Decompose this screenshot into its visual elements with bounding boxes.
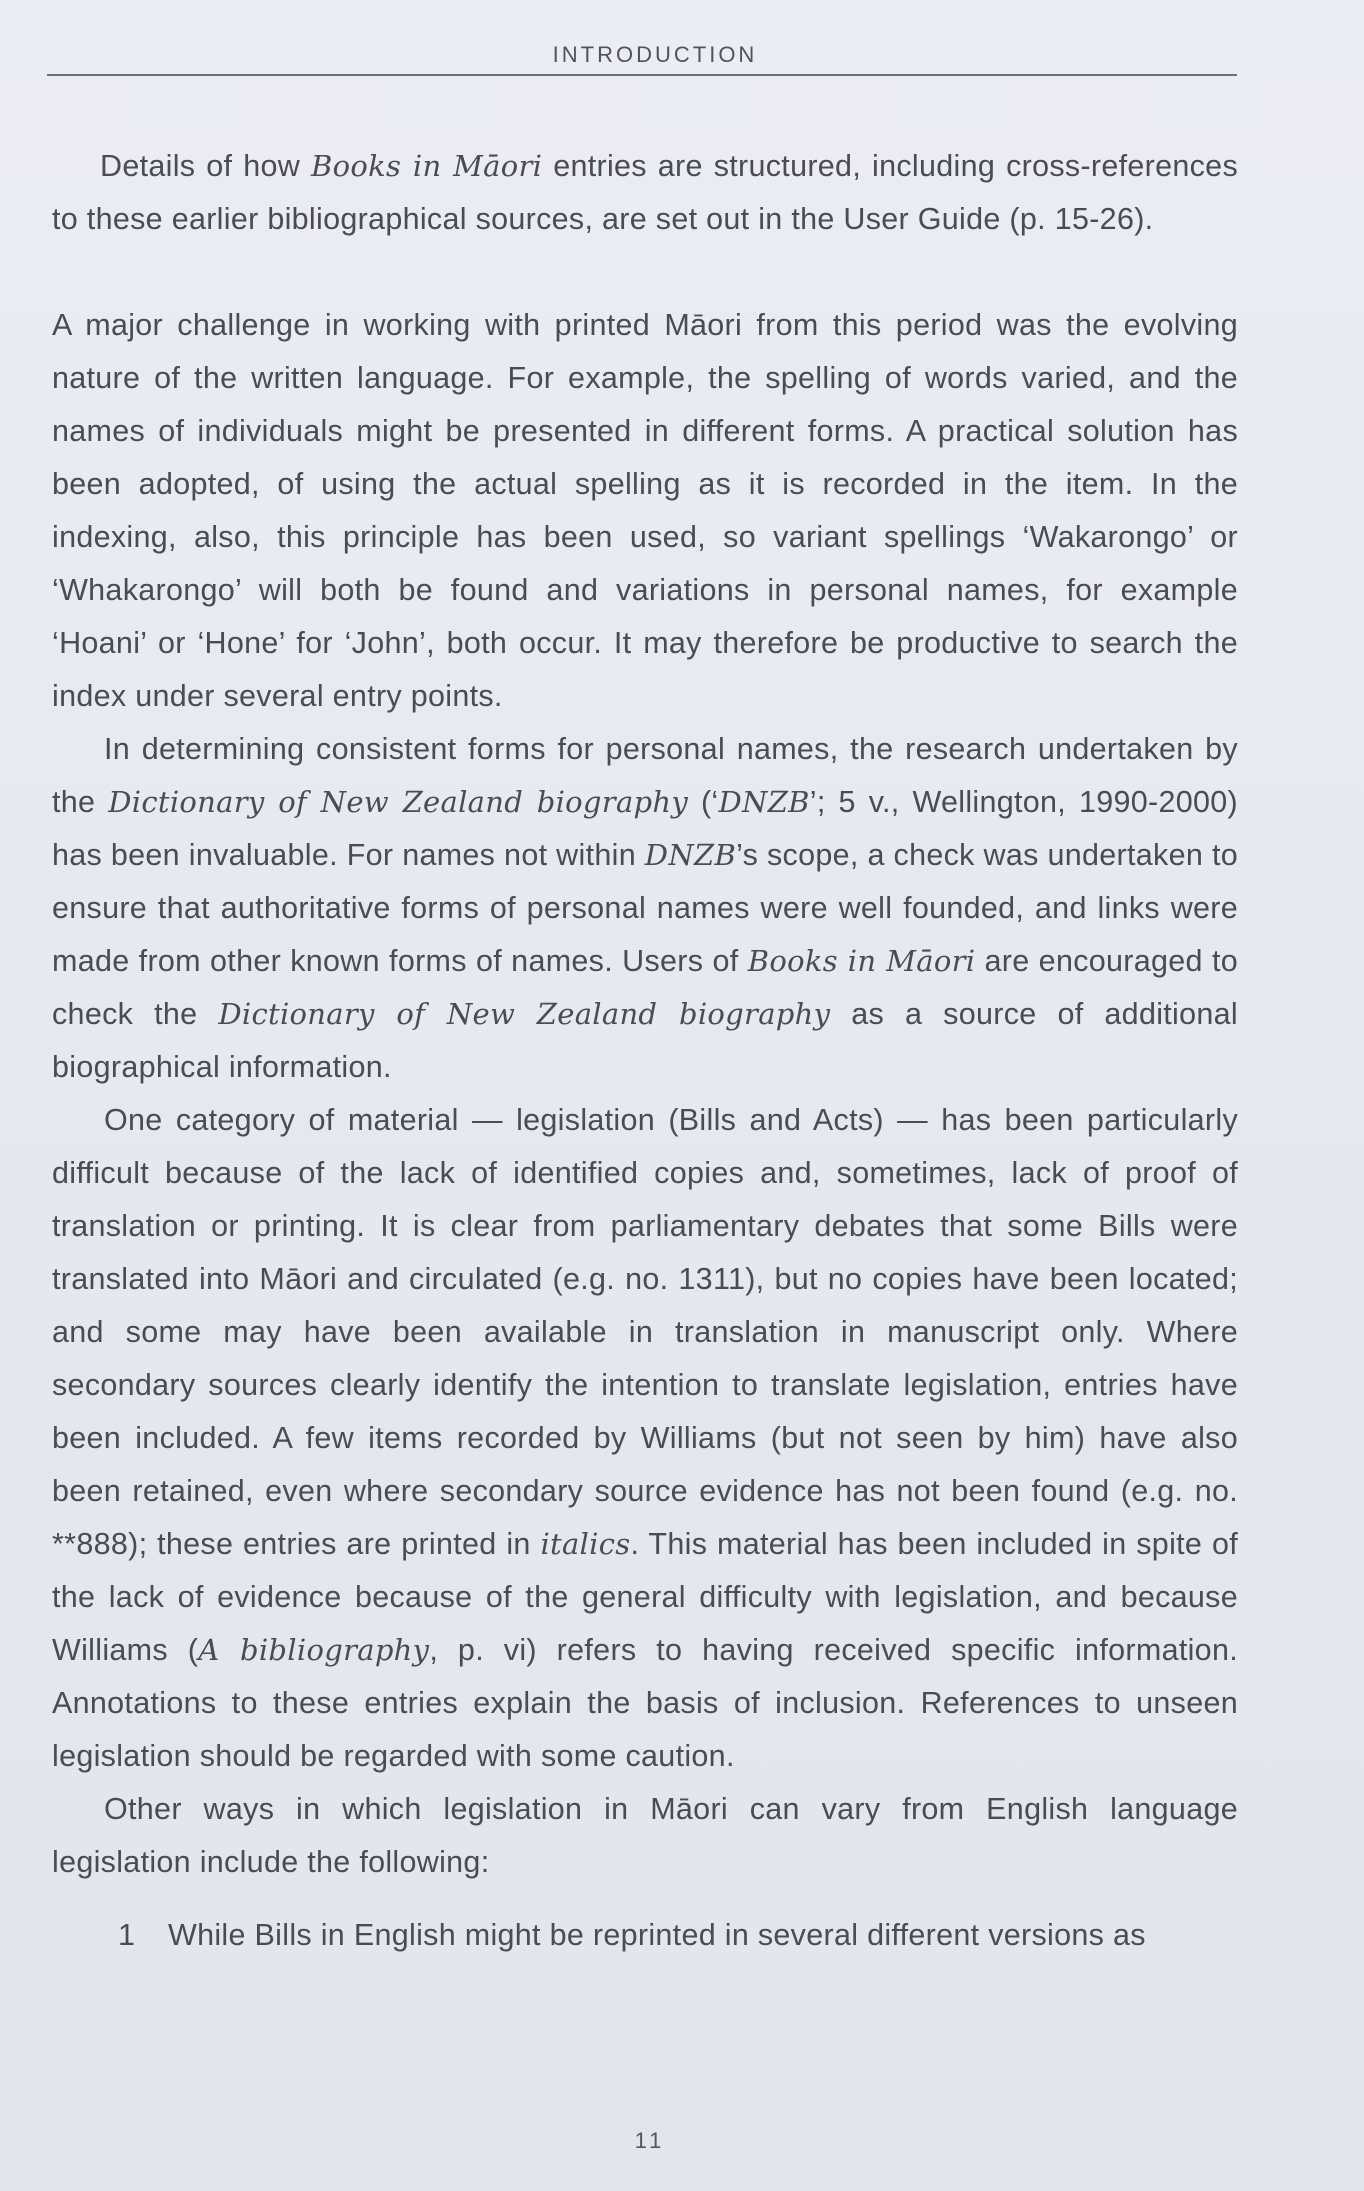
list-item xyxy=(52,1909,1238,1962)
paragraph-personal-names: In determining consistent forms for personal names, the research undertaken by the Dictionary of New Zealand biography (‘DNZB’; 5 v., Wellington, 1990-2000) has been invaluable. For names not within DNZB’s scope, a check was undertaken to ensure that authoritative forms of personal names were well founded, and links were made from other known forms of names. Users of Books in Māori are encouraged to check the Dictionary of New Zealand biography as a source of additional biographical information. xyxy=(52,732,1238,1084)
title-books-in-maori: Books in Māori xyxy=(311,149,543,183)
abbrev-dnzb: DNZB xyxy=(718,785,810,819)
paragraph-other-ways: Other ways in which legislation in Māori can vary from English language legislation include the following: xyxy=(52,1792,1238,1879)
list-item-text: While Bills in English might be reprinted in several different versions as xyxy=(168,1918,1146,1952)
paragraph-gap xyxy=(52,246,1238,299)
title-dnzb-2: Dictionary of New Zealand biography xyxy=(218,997,831,1031)
title-books-in-maori-2: Books in Māori xyxy=(747,944,976,978)
body-text xyxy=(52,140,1238,1962)
header-rule xyxy=(47,74,1237,76)
page-number: 11 xyxy=(634,2128,666,2153)
title-dnzb: Dictionary of New Zealand biography xyxy=(108,785,689,819)
paragraph-legislation: One category of material — legislation (Bills and Acts) — has been particularly difficult because of the lack of identified copies and, sometimes, lack of proof of translation or printing. It is clear from parliamentary debates that some Bills were translated into Māori and circulated (e.g. no. 1311), but no copies have been located; and some may have been available in translation in manuscript only. Where secondary sources clearly identify the intention to translate legislation, entries have been included. A few items recorded by Williams (but not seen by him) have also been retained, even where secondary source evidence has not been found (e.g. no. **888); these entries are printed in italics. This material has been included in spite of the lack of evidence because of the general difficulty with legislation, and because Williams (A bibliography, p. vi) refers to having received specific information. Annotations to these entries explain the basis of inclusion. References to unseen legislation should be regarded with some caution. xyxy=(52,1103,1238,1773)
title-a-bibliography: A bibliography xyxy=(198,1633,430,1667)
abbrev-dnzb-2: DNZB xyxy=(644,838,737,872)
word-italics: italics xyxy=(540,1527,631,1561)
running-head: INTRODUCTION xyxy=(552,42,758,67)
paragraph-user-guide: Details of how Books in Māori entries are structured, including cross-references to these earlier bibliographical sources, are set out in the User Guide (p. 15-26). xyxy=(52,149,1238,236)
list-item-number: 1 xyxy=(118,1918,136,1952)
paragraph-spelling: A major challenge in working with printed Māori from this period was the evolving nature of the written language. For example, the spelling of words varied, and the names of individuals might be presented in different forms. A practical solution has been adopted, of using the actual spelling as it is recorded in the item. In the indexing, also, this principle has been used, so variant spellings ‘Wakarongo’ or ‘Whakarongo’ will both be found and variations in personal names, for example ‘Hoani’ or ‘Hone’ for ‘John’, both occur. It may therefore be productive to search the index under several entry points. xyxy=(52,308,1238,713)
